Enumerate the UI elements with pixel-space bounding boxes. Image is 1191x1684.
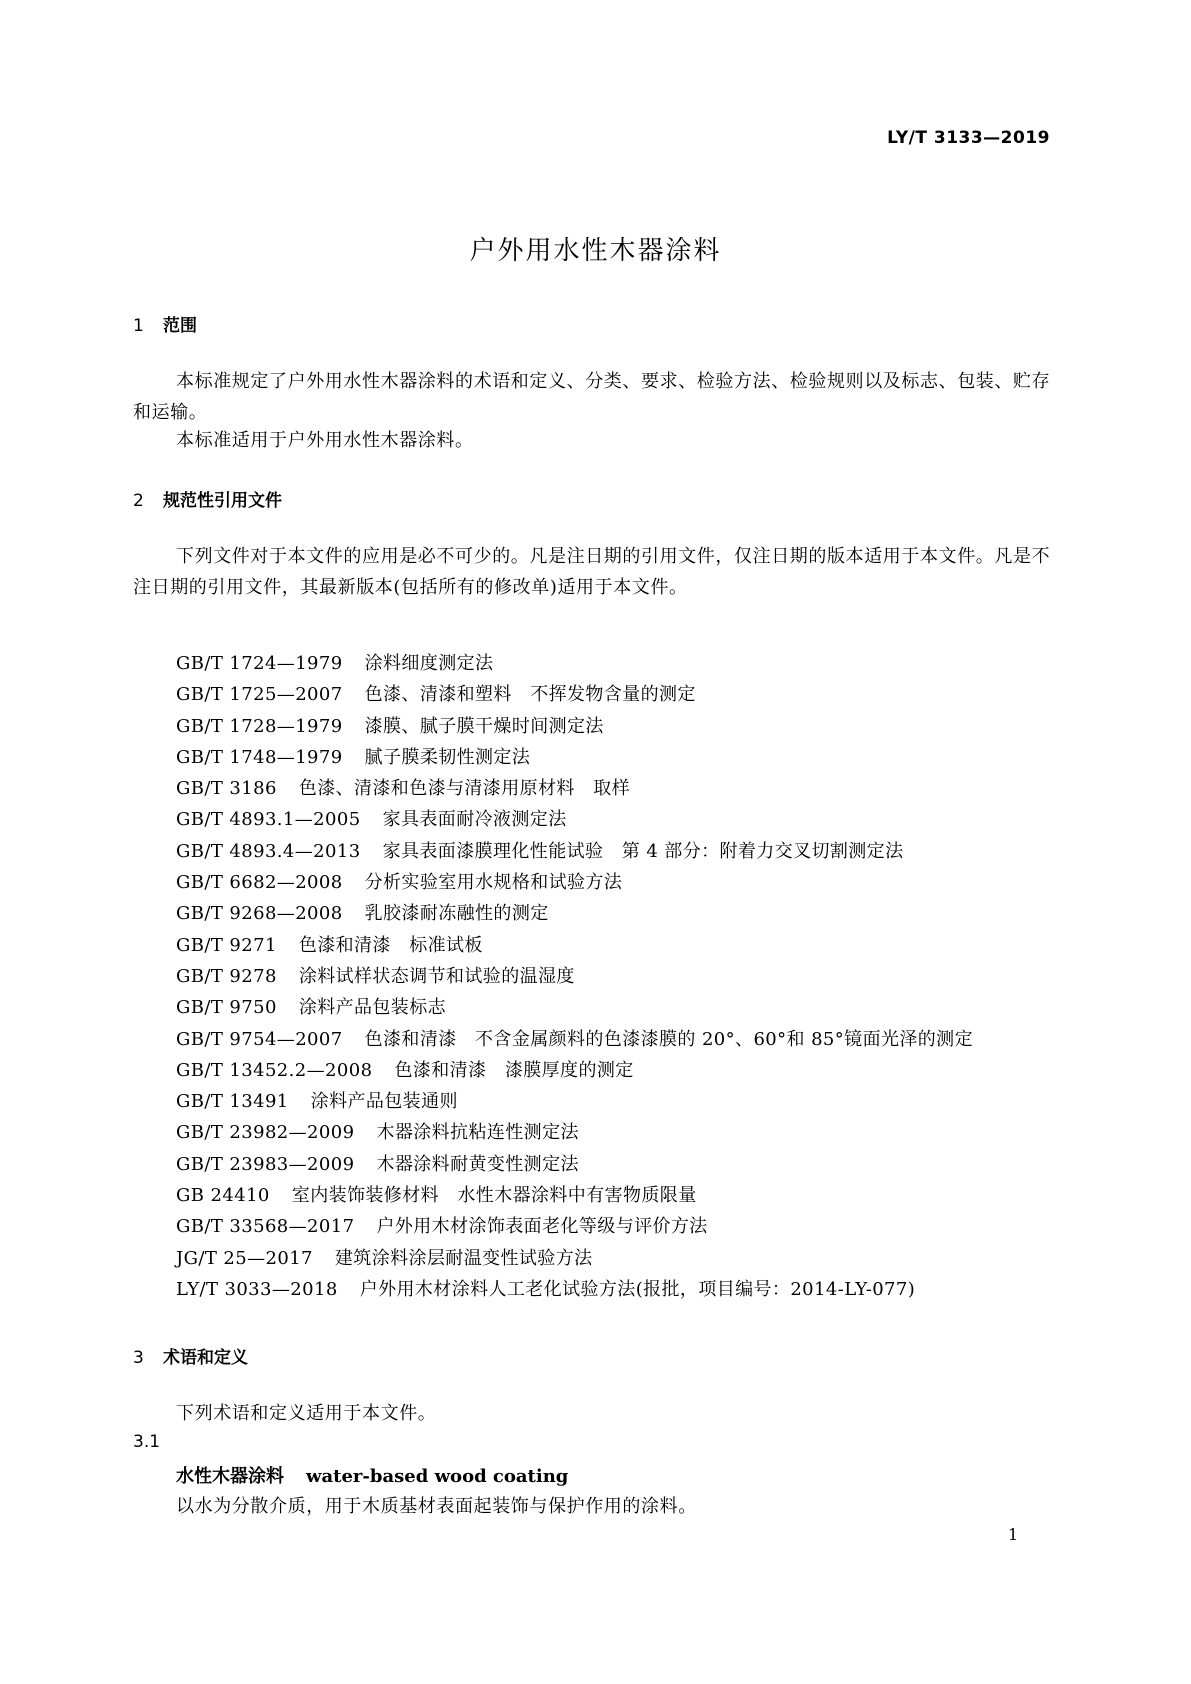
- list-item: [176, 1086, 973, 1117]
- reference-code: GB/T 9271: [176, 934, 277, 956]
- reference-title: 色漆、清漆和色漆与清漆用原材料 取样: [298, 778, 631, 800]
- reference-code: GB/T 1748—1979: [176, 746, 343, 768]
- list-item: [176, 1055, 973, 1086]
- section-heading-scope: [133, 311, 197, 336]
- list-item: [176, 773, 973, 804]
- reference-code: GB/T 23983—2009: [176, 1153, 355, 1175]
- list-item: [176, 930, 973, 961]
- term-entry: [176, 1462, 568, 1488]
- list-item: [176, 1243, 973, 1274]
- list-item: [176, 1024, 973, 1055]
- references-intro-paragraph: 下列文件对于本文件的应用是必不可少的。凡是注日期的引用文件，仅注日期的版本适用于本文件。凡是不注日期的引用文件，其最新版本(包括所有的修改单)适用于本文件。: [133, 546, 1051, 598]
- reference-title: 家具表面漆膜理化性能试验 第 4 部分：附着力交叉切割测定法: [382, 840, 904, 862]
- list-item: [176, 711, 973, 742]
- reference-title: 色漆和清漆 漆膜厚度的测定: [394, 1059, 634, 1081]
- reference-title: 色漆、清漆和塑料 不挥发物含量的测定: [364, 684, 696, 706]
- reference-code: GB/T 9278: [176, 965, 277, 987]
- reference-list: [176, 648, 973, 1305]
- list-item: [176, 1149, 973, 1180]
- reference-title: 色漆和清漆 不含金属颜料的色漆漆膜的 20°、60°和 85°镜面光泽的测定: [364, 1028, 973, 1050]
- list-item: [176, 992, 973, 1023]
- scope-paragraph-1: 本标准规定了户外用水性木器涂料的术语和定义、分类、要求、检验方法、检验规则以及标志、包装、贮存和运输。: [133, 371, 1051, 423]
- list-item: [176, 898, 973, 929]
- reference-title: 木器涂料抗粘连性测定法: [376, 1122, 579, 1144]
- reference-code: GB/T 4893.1—2005: [176, 809, 361, 831]
- clause-number: 3.1: [133, 1432, 161, 1452]
- reference-title: 乳胶漆耐冻融性的测定: [364, 903, 549, 925]
- reference-title: 腻子膜柔韧性测定法: [364, 746, 531, 768]
- list-item: [176, 679, 973, 710]
- list-item: [176, 867, 973, 898]
- reference-code: JG/T 25—2017: [176, 1247, 313, 1269]
- document-title: 户外用水性木器涂料: [469, 236, 722, 266]
- reference-code: LY/T 3033—2018: [176, 1278, 338, 1300]
- list-item: [176, 1180, 973, 1211]
- reference-title: 涂料细度测定法: [364, 653, 494, 674]
- list-item: [176, 804, 973, 835]
- section-title: 规范性引用文件: [163, 491, 282, 511]
- list-item: [176, 836, 973, 867]
- term-definition: 以水为分散介质，用于木质基材表面起装饰与保护作用的涂料。: [176, 1496, 697, 1517]
- reference-title: 涂料试样状态调节和试验的温湿度: [298, 965, 575, 987]
- reference-code: GB/T 9750: [176, 997, 277, 1019]
- reference-title: 漆膜、腻子膜干燥时间测定法: [364, 715, 604, 737]
- section-title: 范围: [163, 316, 197, 336]
- reference-title: 涂料产品包装标志: [298, 997, 447, 1019]
- list-item: [176, 961, 973, 992]
- reference-code: GB/T 9754—2007: [176, 1028, 343, 1050]
- list-item: [176, 742, 973, 773]
- list-item: [176, 1117, 973, 1148]
- list-item: [176, 1211, 973, 1242]
- section-number: 1: [133, 316, 144, 336]
- terms-intro-paragraph: 下列术语和定义适用于本文件。: [176, 1403, 437, 1424]
- term-chinese: 水性木器涂料: [176, 1466, 284, 1487]
- reference-title: 分析实验室用水规格和试验方法: [364, 872, 623, 894]
- reference-title: 室内装饰装修材料 水性木器涂料中有害物质限量: [291, 1185, 697, 1207]
- reference-code: GB/T 33568—2017: [176, 1216, 355, 1238]
- reference-code: GB/T 1725—2007: [176, 684, 343, 706]
- list-item: [176, 648, 973, 679]
- page-number: 1: [1008, 1525, 1019, 1544]
- reference-title: 色漆和清漆 标准试板: [298, 934, 483, 956]
- reference-code: GB/T 13491: [176, 1091, 289, 1113]
- reference-code: GB/T 6682—2008: [176, 872, 343, 894]
- scope-paragraph-2: 本标准适用于户外用水性木器涂料。: [176, 430, 474, 451]
- reference-code: GB/T 1728—1979: [176, 715, 343, 737]
- reference-code: GB/T 23982—2009: [176, 1122, 355, 1144]
- list-item: [176, 1274, 973, 1305]
- section-heading-normative-references: [133, 486, 282, 511]
- reference-code: GB/T 13452.2—2008: [176, 1059, 373, 1081]
- reference-title: 家具表面耐冷液测定法: [382, 809, 567, 831]
- reference-title: 户外用木材涂饰表面老化等级与评价方法: [376, 1216, 708, 1238]
- reference-code: GB/T 1724—1979: [176, 653, 343, 674]
- section-title: 术语和定义: [163, 1348, 248, 1368]
- reference-code: GB/T 9268—2008: [176, 903, 343, 925]
- term-english: water-based wood coating: [306, 1466, 569, 1487]
- standard-number: LY/T 3133—2019: [887, 128, 1050, 148]
- reference-code: GB/T 3186: [176, 778, 277, 800]
- section-number: 3: [133, 1348, 144, 1368]
- reference-title: 建筑涂料涂层耐温变性试验方法: [334, 1247, 593, 1269]
- reference-title: 涂料产品包装通则: [310, 1091, 458, 1113]
- section-number: 2: [133, 491, 144, 511]
- section-heading-terms-definitions: [133, 1343, 248, 1368]
- reference-title: 户外用木材涂料人工老化试验方法(报批，项目编号：2014-LY-077): [359, 1278, 916, 1300]
- reference-code: GB 24410: [176, 1185, 270, 1207]
- reference-title: 木器涂料耐黄变性测定法: [376, 1153, 579, 1175]
- reference-code: GB/T 4893.4—2013: [176, 840, 361, 862]
